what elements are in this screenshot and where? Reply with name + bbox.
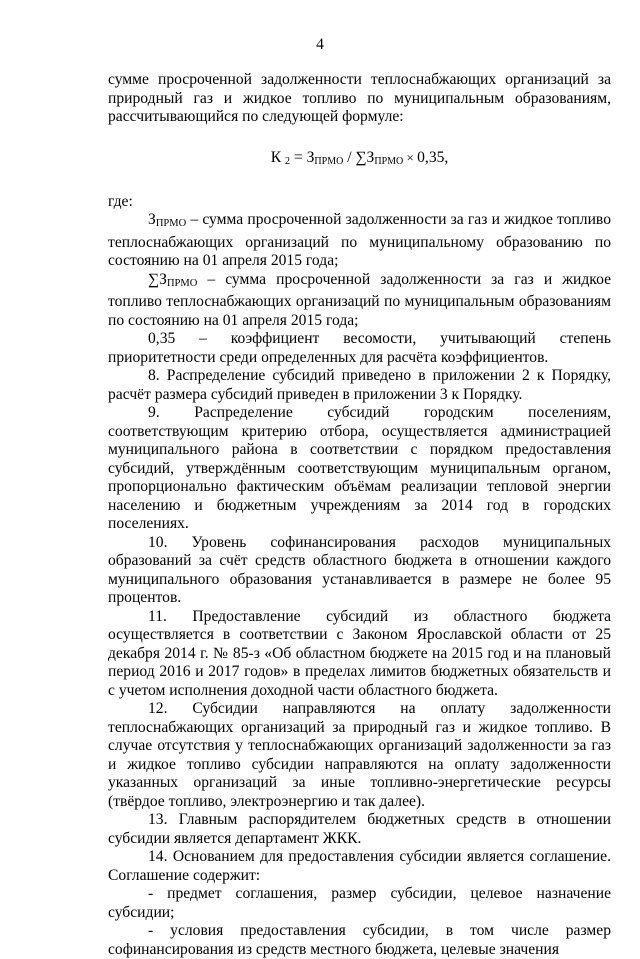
def2-text: – сумма просроченной задолженности за газ и жидкое топливо теплоснабжающих организаций по муниципальным образованиям по состоянию на 01 апреля 2015 года;: [108, 270, 611, 329]
document-body: [108, 71, 611, 959]
paragraph-9: 9. Распределение субсидий городским поселениям, соответствующим критерию отбора, осуществляется администрацией муниципального района в соответствии с порядком предоставления субсидий, утверждённым соответствующим муниципальным органом, пропорционально фактическим объёмам реализации тепловой энергии населению и бюджетным учреждениям за 2014 год в городских поселениях.: [108, 404, 611, 532]
paragraph-11: 11. Предоставление субсидий из областного бюджета осуществляется в соответствии с Законом Ярославской области от 25 декабря 2014 г. № 85-з «Об областном бюджете на 2015 год и на плановый период 2016 и 2017 годов» в пределах лимитов бюджетных обязательств и с учетом исполнения доходной части областного бюджета.: [108, 607, 611, 699]
where-label: где:: [108, 192, 133, 210]
list-item-1: - предмет соглашения, размер субсидии, целевое назначение субсидии;: [108, 885, 611, 921]
list-item-2: - условия предоставления субсидии, в том числе размер софинансирования из средств местного бюджета, целевые значения: [108, 922, 611, 958]
formula-sub2: ПРМО: [374, 155, 404, 167]
paragraph-12: 12. Субсидии направляются на оплату задолженности теплоснабжающих организаций за природный газ и жидкое топливо. В случае отсутствия у теплоснабжающих организаций задолженности за газ и жидкое топливо субсидии направляются на оплату задолженности указанных организаций за иные топливно-энергетические ресурсы (твёрдое топливо, электроэнергию и так далее).: [108, 700, 611, 810]
intro-paragraph: сумме просроченной задолженности теплоснабжающих организаций за природный газ и жидкое топливо по муниципальным образованиям, рассчитывающийся по следующей формуле:: [108, 71, 611, 125]
def2-subscript: ПРМО: [166, 277, 198, 289]
formula-coef: 0,35,: [417, 148, 449, 166]
definition-coefficient: 0,35 – коэффициент весомости, учитывающий степень приоритетности среди определенных для расчёта коэффициентов.: [108, 330, 611, 366]
formula-sub1: ПРМО: [314, 155, 344, 167]
paragraph-13: 13. Главным распорядителем бюджетных средств в отношении субсидии является департамент ЖКК.: [108, 811, 611, 847]
paragraph-14: 14. Основанием для предоставления субсидии является соглашение. Соглашение содержит:: [108, 848, 611, 884]
formula-div: / ∑З: [343, 148, 375, 166]
formula-times: ×: [403, 149, 418, 165]
def1-text: – сумма просроченной задолженности за газ и жидкое топливо теплоснабжающих организаций по муниципальному образованию по состоянию на 01 апреля 2015 года;: [108, 211, 611, 269]
def1-subscript: ПРМО: [155, 218, 187, 229]
page-number: 4: [316, 36, 324, 53]
formula-lhs-sub: 2: [285, 155, 290, 167]
formula-eq: = З: [290, 148, 315, 166]
def1-symbol: З: [148, 211, 156, 228]
paragraph-8: 8. Распределение субсидий приведено в приложении 2 к Порядку, расчёт размера субсидий приведен в приложении 3 к Порядку.: [108, 367, 611, 403]
formula-lhs: К: [270, 148, 282, 166]
definition-sum-zprmo: [108, 271, 611, 331]
paragraph-10: 10. Уровень софинансирования расходов муниципальных образований за счёт средств областного бюджета в отношении каждого муниципального образования устанавливается в размере не более 95 процентов.: [108, 533, 611, 606]
definition-zprmo: [108, 211, 611, 271]
formula: [108, 148, 611, 172]
def2-symbol: ∑З: [148, 270, 167, 288]
